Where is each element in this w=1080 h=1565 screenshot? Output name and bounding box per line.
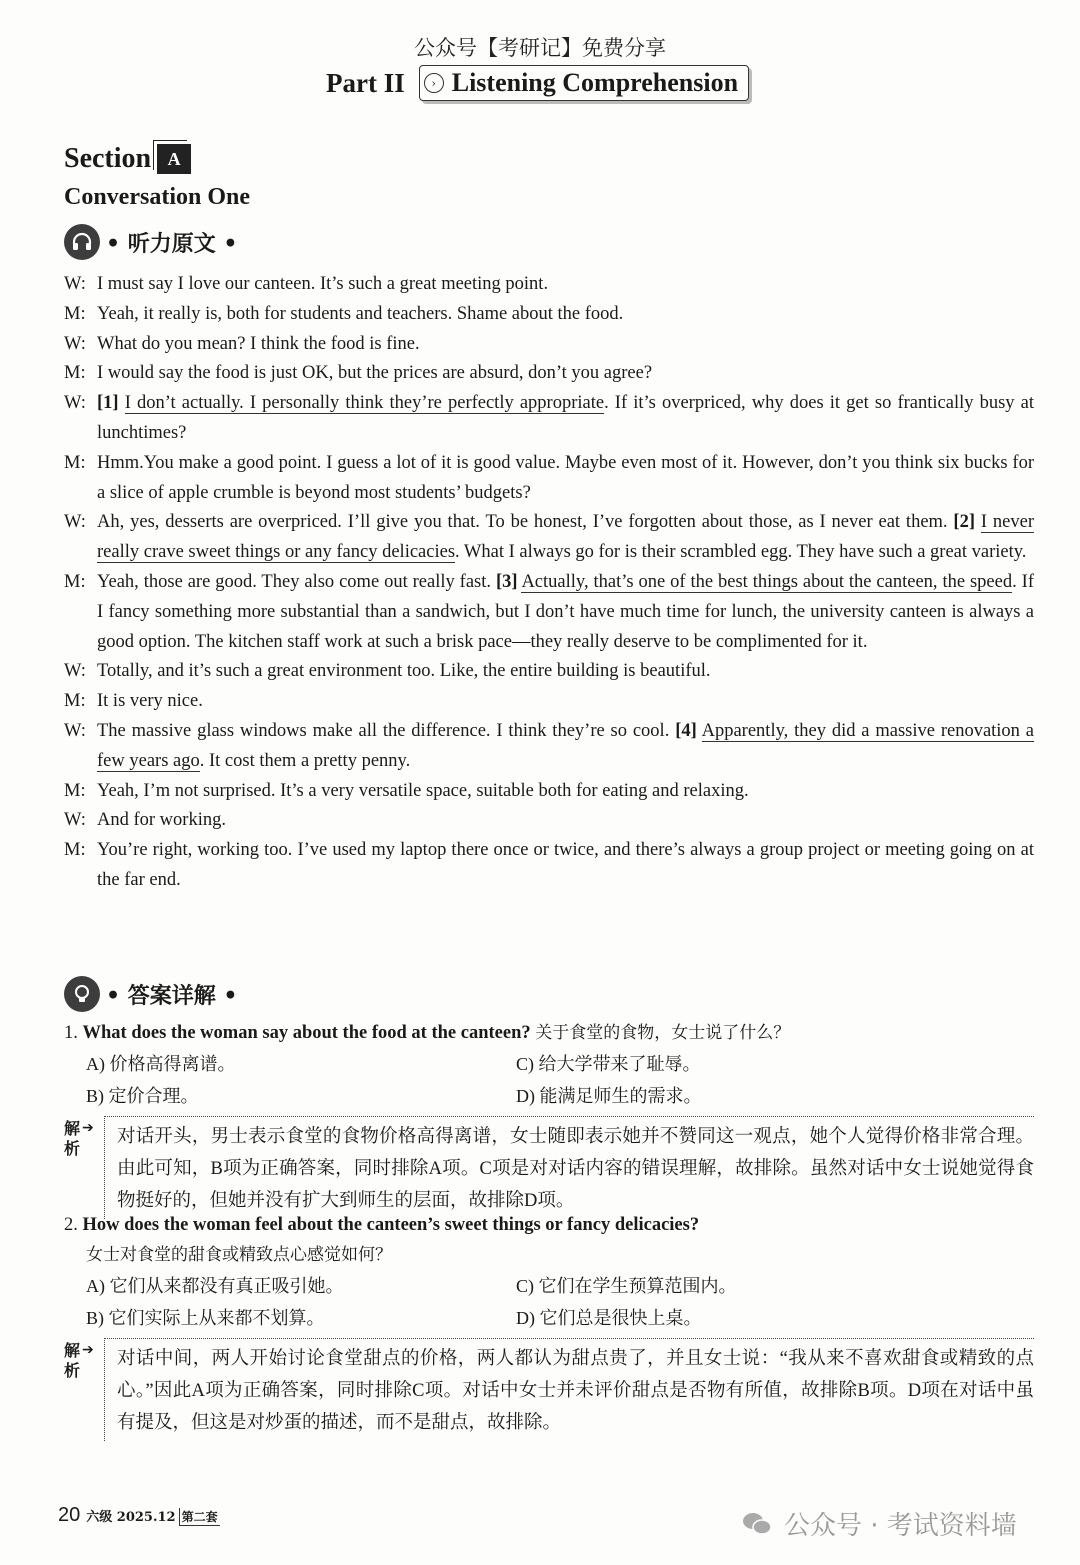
dialogue-line (64, 717, 1034, 777)
dialogue-line (64, 508, 1034, 568)
part-title (326, 64, 749, 102)
chevron-right-icon: › (424, 73, 444, 93)
speaker-label: M: (64, 840, 86, 861)
speaker-label: M: (64, 452, 86, 473)
question-en: What does the woman say about the food at the canteen? (82, 1023, 531, 1043)
question-stem (64, 1018, 1034, 1048)
utterance (97, 389, 1034, 449)
utterance (97, 330, 1034, 360)
utterance-text: You’re right, working too. I’ve used my laptop there once or twice, and there’s always a group project or meeting going on at the far end. (97, 840, 1034, 890)
utterance (97, 359, 1034, 389)
utterance (97, 300, 1034, 330)
question-block (64, 1018, 1034, 1219)
speaker-label: M: (64, 780, 86, 801)
dialogue-line (64, 836, 1034, 896)
option: C) 它们在学生预算范围内。 (516, 1276, 737, 1296)
dialogue-line (64, 300, 1034, 330)
headphones-icon (64, 224, 100, 260)
utterance-text: And for working. (97, 810, 226, 831)
question-cn-line (64, 1240, 1034, 1270)
utterance-text: I must say I love our canteen. It’s such a great meeting point. (97, 274, 549, 294)
utterance-text: Hmm.You make a good point. I guess a lot of it is good value. Maybe even most of it. However, don’t you think six bucks for a slice of apple crumble is beyond most students’ budgets? (97, 452, 1034, 503)
page-number: 20 (58, 1504, 81, 1526)
watermark-text: 公众号 · 考试资料墙 (784, 1511, 1017, 1541)
utterance-text: . If it’s overpriced, why does it get so frantically busy at lunchtimes? (97, 393, 1035, 443)
speaker-label: W: (64, 333, 86, 354)
speaker-label: W: (64, 661, 86, 682)
question-en: How does the woman feel about the canteen’s sweet things or fancy delicacies? (82, 1215, 700, 1235)
dialogue-line (64, 806, 1034, 836)
watermark (742, 1505, 1017, 1542)
utterance (97, 508, 1034, 568)
dialogue-line (64, 777, 1034, 807)
answers-heading-text: • 答案详解 • (106, 982, 238, 1009)
utterance-text: . It cost them a pretty penny. (199, 750, 411, 771)
explanation (64, 1338, 1034, 1441)
utterance-text: Yeah, it really is, both for students and teachers. Shame about the food. (97, 303, 624, 324)
transcript (64, 270, 1034, 896)
question-cn: 关于食堂的食物，女士说了什么？ (535, 1023, 791, 1043)
exam-label: 六级 2025.12 (86, 1510, 176, 1525)
dialogue-line (64, 270, 1034, 300)
utterance-text: The massive glass windows make all the difference. I think they’re so cool. (97, 720, 676, 741)
utterance (97, 777, 1034, 807)
option: B) 定价合理。 (86, 1086, 199, 1106)
question-block (64, 1210, 1034, 1441)
explanation-label: 解析 (64, 1121, 81, 1158)
utterance (97, 836, 1034, 896)
option: A) 价格高得离谱。 (86, 1054, 236, 1074)
utterance (97, 270, 1034, 300)
option: B) 它们实际上从来都不划算。 (86, 1308, 325, 1328)
part-label: Part II (326, 67, 405, 98)
answer-evidence: I never really crave sweet things or any fancy delicacies (97, 512, 1034, 563)
question-stem (64, 1210, 1034, 1240)
utterance (97, 568, 1034, 657)
dialogue-line (64, 330, 1034, 360)
speaker-label: M: (64, 303, 86, 324)
dialogue-line (64, 657, 1034, 687)
speaker-label: W: (64, 720, 86, 741)
section-badge: A (157, 144, 191, 174)
banner-text: 公众号【考研记】免费分享 (414, 36, 666, 60)
utterance-text: . If I fancy something more substantial than a sandwich, but I don’t have much time for lunch, the university canteen is always a good option. The kitchen staff work at such a brisk pace—they really deserve to be complimented for it. (97, 571, 1034, 652)
set-label: 第二套 (179, 1508, 220, 1526)
speaker-label: W: (64, 810, 86, 831)
dialogue-line (64, 359, 1034, 389)
utterance-text: Totally, and it’s such a great environment too. Like, the entire building is beautiful. (97, 661, 711, 682)
dialogue-line (64, 389, 1034, 449)
option: D) 能满足师生的需求。 (516, 1086, 702, 1106)
speaker-label: M: (64, 691, 86, 712)
utterance-text: I would say the food is just OK, but the prices are absurd, don’t you agree? (97, 363, 653, 384)
wechat-icon (742, 1511, 772, 1537)
speaker-label: W: (64, 512, 86, 533)
answer-marker: [2] (953, 512, 975, 533)
speaker-label: W: (64, 274, 86, 294)
answer-evidence: Apparently, they did a massive renovation a few years ago (97, 720, 1035, 771)
utterance (97, 806, 1034, 836)
option: D) 它们总是很快上桌。 (516, 1308, 702, 1328)
utterance-text: What do you mean? I think the food is fine. (97, 333, 420, 354)
option: A) 它们从来都没有真正吸引她。 (86, 1276, 344, 1296)
arrow-right-icon: ➔ (82, 1343, 94, 1358)
utterance-text: Ah, yes, desserts are overpriced. I’ll give you that. To be honest, I’ve forgotten about those, as I never eat them. (97, 512, 954, 533)
transcript-heading (64, 224, 237, 260)
conversation-title: Conversation One (64, 184, 250, 210)
part-title-text: Listening Comprehension (451, 68, 739, 97)
speaker-label: M: (64, 363, 86, 384)
utterance (97, 657, 1034, 687)
question-number: 2. (64, 1215, 78, 1235)
answer-marker: [3] (495, 571, 518, 592)
utterance (97, 449, 1034, 509)
answer-marker: [1] (97, 393, 119, 414)
question-cn: 女士对食堂的甜食或精致点心感觉如何？ (86, 1245, 392, 1265)
speaker-label: M: (64, 571, 86, 592)
utterance-text: . What I always go for is their scrambled egg. They have such a great variety. (455, 542, 1027, 563)
explanation-text: 对话开头，男士表示食堂的食物价格高得离谱，女士随即表示她并不赞同这一观点，她个人觉得价格非常合理。由此可知，B项为正确答案，同时排除A项。C项是对对话内容的错误理解，故排除。虽然对话中女士说她觉得食物挺好的，但她并没有扩大到师生的层面，故排除D项。 (104, 1116, 1034, 1219)
section-title (64, 143, 191, 175)
dialogue-line (64, 568, 1034, 657)
utterance (97, 687, 1034, 717)
utterance-text: Yeah, those are good. They also come out really fast. (97, 571, 496, 592)
options-list (64, 1270, 1034, 1334)
answer-marker: [4] (675, 720, 697, 741)
page-footer (58, 1504, 220, 1527)
utterance-text: It is very nice. (97, 691, 203, 712)
explanation (64, 1116, 1034, 1219)
speaker-label: W: (64, 393, 86, 414)
answer-evidence: I don’t actually. I personally think they’re perfectly appropriate (124, 393, 605, 414)
utterance-text: Yeah, I’m not surprised. It’s a very versatile space, suitable both for eating and relaxing. (97, 780, 749, 801)
utterance (97, 717, 1034, 777)
arrow-right-icon: ➔ (82, 1121, 94, 1136)
dialogue-line (64, 687, 1034, 717)
explanation-label: 解析 (64, 1343, 81, 1380)
options-list (64, 1048, 1034, 1112)
question-number: 1. (64, 1023, 78, 1043)
part-title-box (419, 65, 749, 101)
option: C) 给大学带来了耻辱。 (516, 1054, 701, 1074)
transcript-heading-text: • 听力原文 • (106, 230, 238, 257)
lightbulb-icon (64, 976, 100, 1012)
explanation-text: 对话中间，两人开始讨论食堂甜点的价格，两人都认为甜点贵了，并且女士说：“我从来不喜欢甜食或精致的点心。”因此A项为正确答案，同时排除C项。对话中女士并未评价甜点是否物有所值，故排除B项。D项在对话中虽有提及，但这是对炒蛋的描述，而不是甜点，故排除。 (104, 1338, 1034, 1441)
answers-heading (64, 976, 237, 1012)
section-label: Section (64, 143, 152, 174)
answer-evidence: Actually, that’s one of the best things about the canteen, the speed (521, 571, 1013, 592)
dialogue-line (64, 449, 1034, 509)
